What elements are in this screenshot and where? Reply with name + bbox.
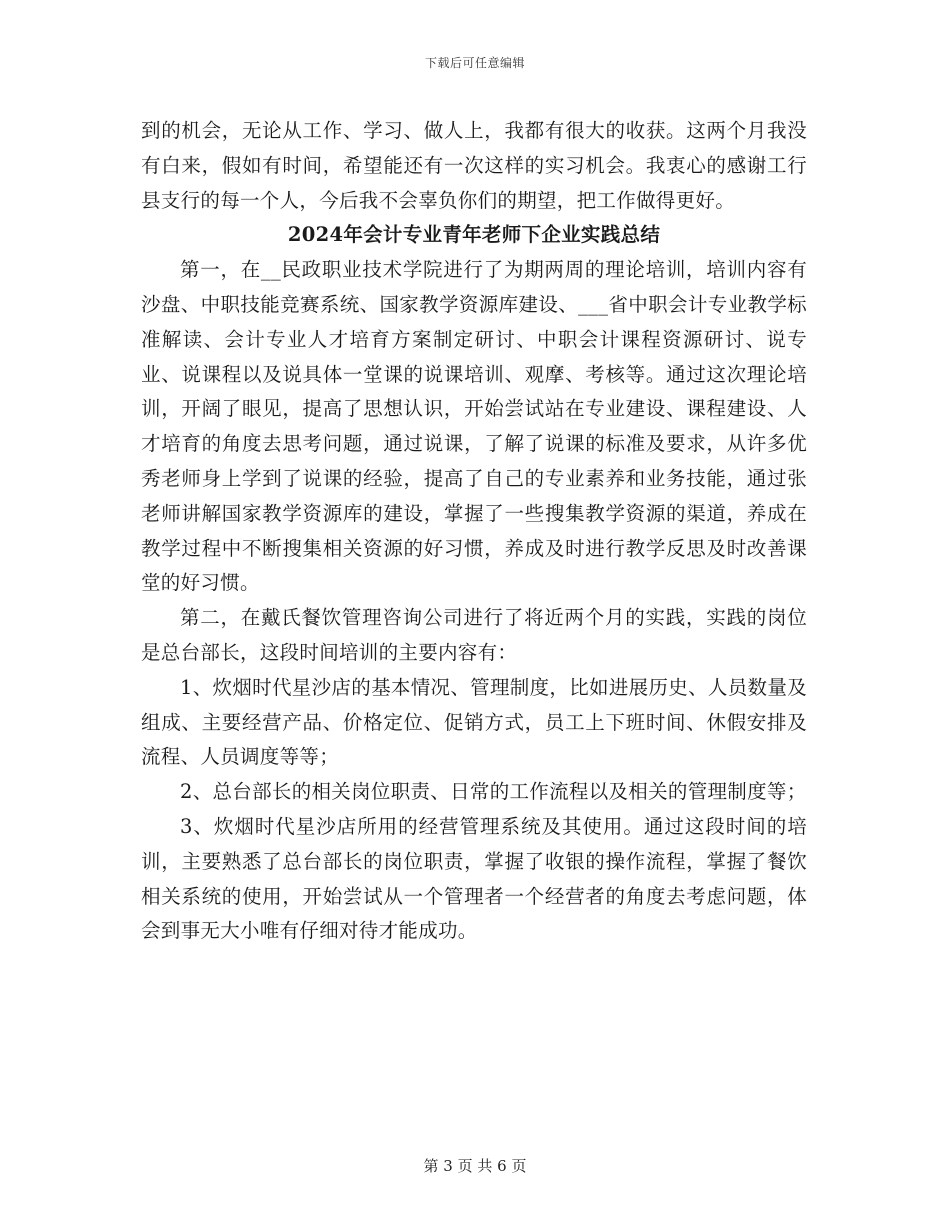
- page-number: 第 3 页 共 6 页: [423, 1157, 527, 1175]
- list-item-1: 1、炊烟时代星沙店的基本情况、管理制度，比如进展历史、人员数量及组成、主要经营产品、价格定位、促销方式，员工上下班时间、休假安排及流程、人员调度等等；: [141, 675, 807, 769]
- document-body: [141, 114, 807, 949]
- paragraph-second: 第二，在戴氏餐饮管理咨询公司进行了将近两个月的实践，实践的岗位是总台部长，这段时间培训的主要内容有：: [141, 606, 807, 664]
- list-item-2: 2、总台部长的相关岗位职责、日常的工作流程以及相关的管理制度等；: [180, 780, 807, 804]
- intro-paragraph: 到的机会，无论从工作、学习、做人上，我都有很大的收获。这两个月我没有白来，假如有时间，希望能还有一次这样的实习机会。我衷心的感谢工行县支行的每一个人，今后我不会辜负你们的期望，把工作做得更好。: [141, 119, 807, 212]
- section-title: 2024年会计专业青年老师下企业实践总结: [287, 223, 661, 247]
- list-item-3: 3、炊烟时代星沙店所用的经营管理系统及其使用。通过这段时间的培训，主要熟悉了总台部长的岗位职责，掌握了收银的操作流程，掌握了餐饮相关系统的使用，开始尝试从一个管理者一个经营者的角度去考虑问题，体会到事无大小唯有仔细对待才能成功。: [141, 814, 807, 943]
- paragraph-first: 第一，在__民政职业技术学院进行了为期两周的理论培训，培训内容有沙盘、中职技能竞赛系统、国家教学资源库建设、___省中职会计专业教学标准解读、会计专业人才培育方案制定研讨、中职会计课程资源研讨、说专业、说课程以及说具体一堂课的说课培训、观摩、考核等。通过这次理论培训，开阔了眼见，提高了思想认识，开始尝试站在专业建设、课程建设、人才培育的角度去思考问题，通过说课，了解了说课的标准及要求，从许多优秀老师身上学到了说课的经验，提高了自己的专业素养和业务技能，通过张老师讲解国家教学资源库的建设，掌握了一些搜集教学资源的渠道，养成在教学过程中不断搜集相关资源的好习惯，养成及时进行教学反思及时改善课堂的好习惯。: [141, 258, 807, 595]
- page-header-note: 下载后可任意编辑: [424, 56, 525, 70]
